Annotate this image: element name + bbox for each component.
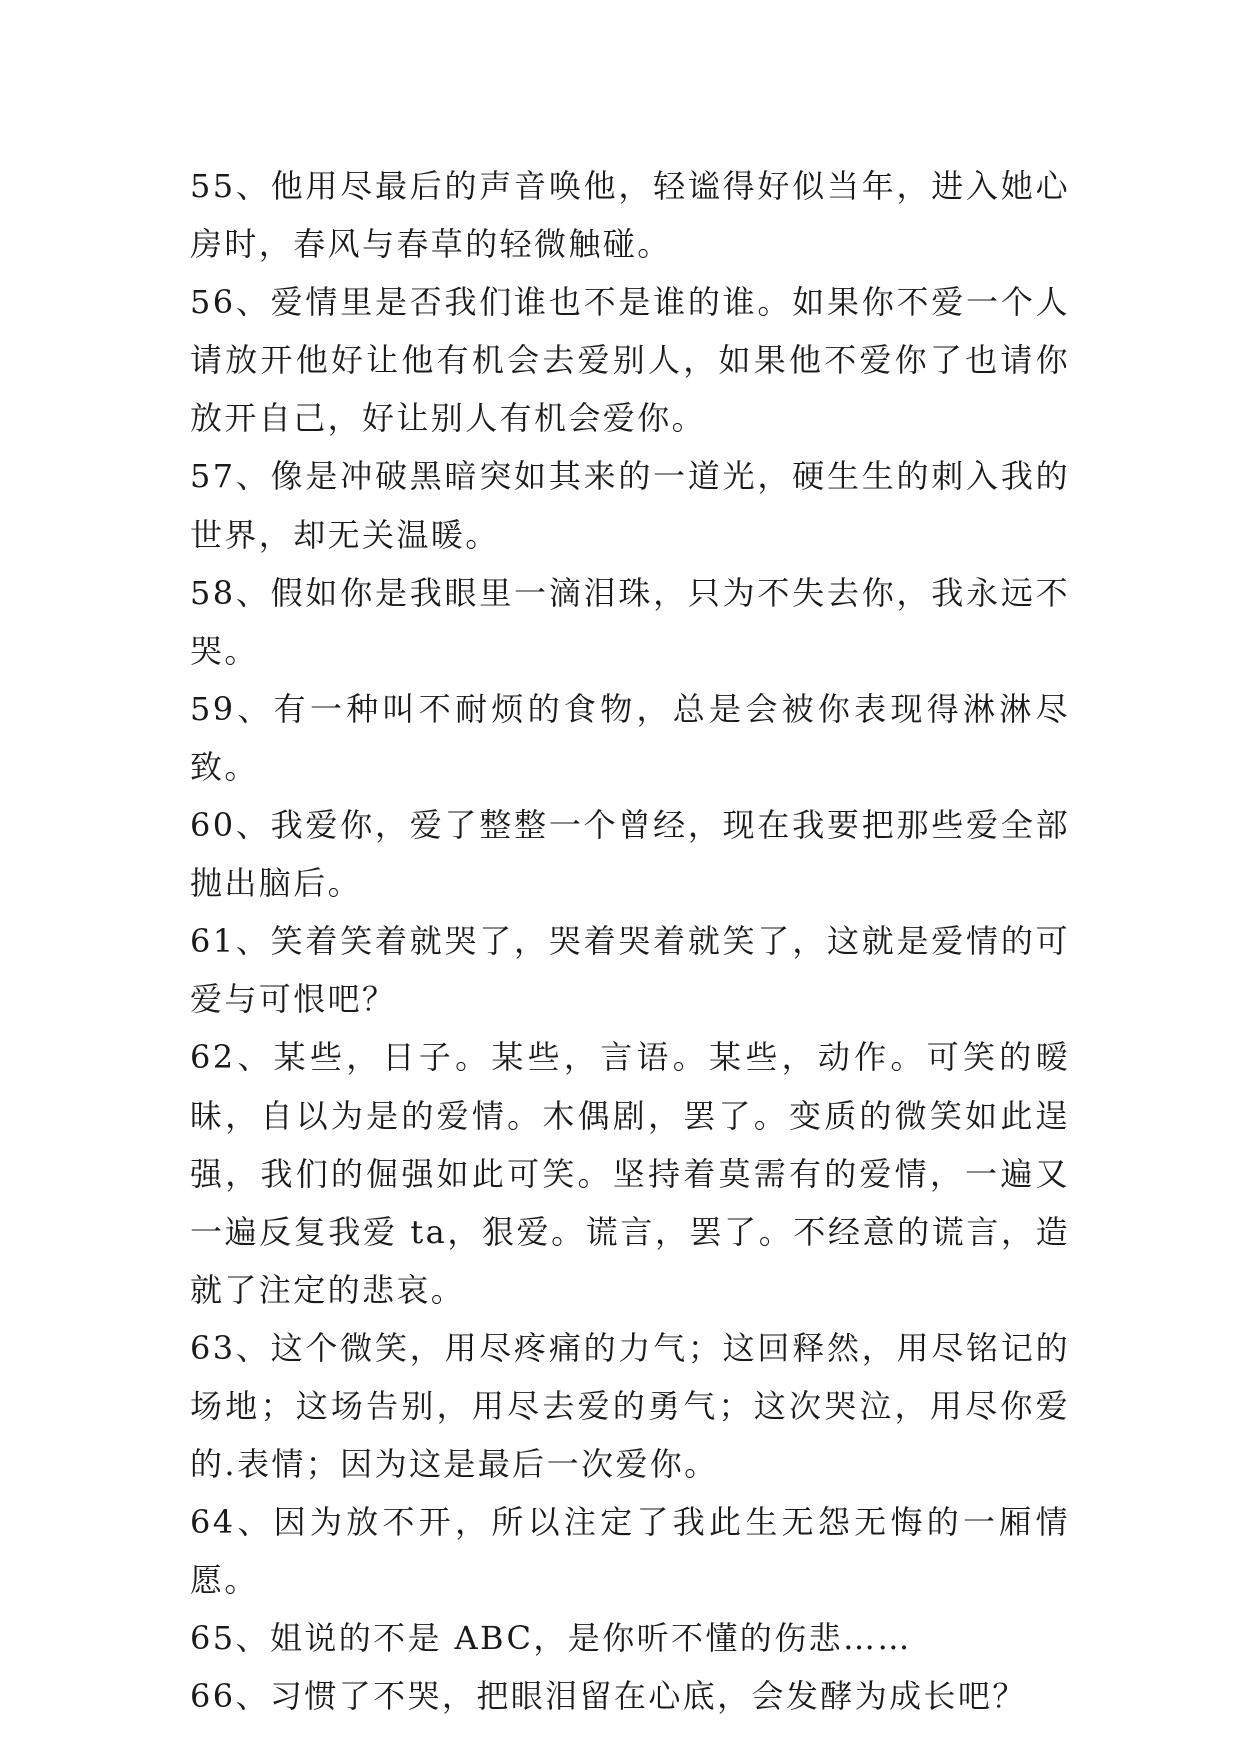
paragraph-55: 55、他用尽最后的声音唤他，轻谧得好似当年，进入她心房时，春风与春草的轻微触碰。	[190, 167, 1070, 264]
paragraph-64: 64、因为放不开，所以注定了我此生无怨无悔的一厢情愿。	[190, 1503, 1070, 1600]
paragraph-62: 62、某些，日子。某些，言语。某些，动作。可笑的暧昧，自以为是的爱情。木偶剧，罢了。变质的微笑如此逞强，我们的倔强如此可笑。坚持着莫需有的爱情，一遍又一遍反复我爱 ta，狠爱。谎言，罢了。不经意的谎言，造就了注定的悲哀。	[190, 1038, 1070, 1309]
paragraph-66: 66、习惯了不哭，把眼泪留在心底，会发酵为成长吧？	[190, 1677, 1027, 1716]
paragraph-60: 60、我爱你，爱了整整一个曾经，现在我要把那些爱全部抛出脑后。	[190, 806, 1070, 903]
paragraph-59: 59、有一种叫不耐烦的食物，总是会被你表现得淋淋尽致。	[190, 689, 1070, 786]
paragraph-65: 65、姐说的不是 ABC，是你听不懂的伤悲……	[190, 1619, 912, 1658]
paragraph-57: 57、像是冲破黑暗突如其来的一道光，硬生生的刺入我的世界，却无关温暖。	[190, 457, 1070, 554]
document-body	[190, 157, 1070, 1726]
paragraph-63: 63、这个微笑，用尽疼痛的力气；这回释然，用尽铭记的场地；这场告别，用尽去爱的勇气；这次哭泣，用尽你爱的.表情；因为这是最后一次爱你。	[190, 1328, 1070, 1484]
paragraph-56: 56、爱情里是否我们谁也不是谁的谁。如果你不爱一个人请放开他好让他有机会去爱别人，如果他不爱你了也请你放开自己，好让别人有机会爱你。	[190, 283, 1070, 438]
paragraph-61: 61、笑着笑着就哭了，哭着哭着就笑了，这就是爱情的可爱与可恨吧？	[190, 922, 1070, 1019]
paragraph-58: 58、假如你是我眼里一滴泪珠，只为不失去你，我永远不哭。	[190, 573, 1070, 670]
